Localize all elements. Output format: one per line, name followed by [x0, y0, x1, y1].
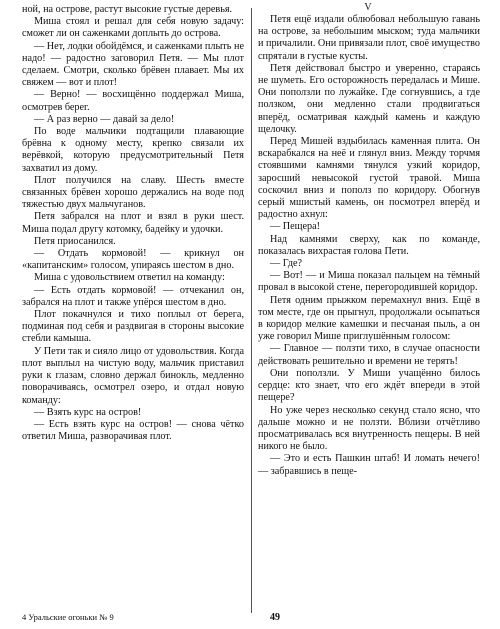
paragraph: — Главное — ползти тихо, в случае опасности действовать решительно и времени не терять! — [258, 343, 480, 367]
paragraph: Плот покачнулся и тихо поплыл от берега, подминая под себя и раздвигая в стороны высокие стебли камыша. — [22, 309, 244, 345]
paragraph: Петя ещё издали облюбовал небольшую гавань на острове, за небольшим мыском; туда мальчики и причалили. Они привязали плот, своё имущество спрятали в густые кусты. — [258, 14, 480, 62]
paragraph: Миша с удовольствием ответил на команду: — [34, 272, 225, 284]
paragraph: — Это и есть Пашкин штаб! И ломать нечего! — забравшись в пеще- — [258, 453, 480, 477]
paragraph: По воде мальчики подтащили плавающие брёвна к одному месту, крепко связали их верёвкой, которую предусмотрительный Петя захватил из дому. — [22, 126, 244, 174]
paragraph: Петя приосанился. — [34, 235, 116, 247]
column-divider — [251, 8, 252, 613]
paragraph: Перед Мишей вздыбилась каменная плита. Он вскарабкался на неё и глянул вниз. Между торчмя стоявшими камнями тянулся узкий коридор, заросший невысокой густой травой. Миша соскочил вниз и пополз по коридору. Обогнув серый мшистый камень, он посмотрел вперёд и радостно ахнул: — [258, 136, 480, 221]
paragraph: — А раз верно — давай за дело! — [34, 113, 175, 125]
paragraph: Над камнями сверху, как по команде, показалась вихрастая голова Пети. — [258, 233, 480, 257]
paragraph: — Отдать кормовой! — крикнул он «капитанским» голосом, упираясь шестом в дно. — [22, 248, 244, 272]
paragraph: — Верно! — восхищённо поддержал Миша, осмотрев берег. — [22, 89, 244, 113]
paragraph: У Пети так и сияло лицо от удовольствия. Когда плот выплыл на чистую воду, мальчик приставил руки к глазам, словно держал бинокль, медленно поворачиваясь, осмотрел озеро, и отдал новую команду: — [22, 345, 244, 406]
left-column — [22, 4, 244, 443]
paragraph: Но уже через несколько секунд стало ясно, что дальше можно и не ползти. Вблизи отчётливо просматривалась вся внутренность пещеры. В ней никого не было. — [258, 404, 480, 453]
right-column — [258, 14, 480, 478]
paragraph: ной, на острове, растут высокие густые деревья. — [22, 4, 233, 15]
paragraph: Петя действовал быстро и уверенно, стараясь не шуметь. Его осторожность передалась и Мише. Они поползли по лужайке. Где согнувшись, а где ползком, они медленно стали продвигаться вперёд, осматривая каждый камень и каждую щелочку. — [258, 62, 480, 135]
chapter-heading: V — [364, 2, 374, 13]
paragraph: — Нет, лодки обойдёмся, и саженками плыть не надо! — радостно заговорил Петя. — Мы плот сделаем. Смотри, сколько брёвен плавает. Мы их свяжем — вот и плот! — [22, 40, 244, 89]
footer-signature: 4 Уральские огоньки № 9 — [22, 612, 114, 622]
paragraph: — Взять курс на остров! — [34, 406, 142, 418]
paragraph: Петя одним прыжком перемахнул вниз. Ещё в том месте, где он прыгнул, продолжали осыпаться в коридор мелкие камешки и песчаная пыль, а он уже говорил Мише приглушённым голосом: — [258, 294, 480, 343]
paragraph: — Пещера! — [270, 221, 320, 233]
paragraph: — Вот! — и Миша показал пальцем на тёмный провал в высокой стене, перегородившей коридор. — [258, 270, 480, 294]
paragraph: Они поползли. У Миши учащённо билось сердце: кто знает, что его ждёт впереди в этой пещере? — [258, 367, 480, 404]
page-number: 49 — [270, 612, 280, 623]
paragraph: Миша стоял и решал для себя новую задачу: сможет ли он саженками доплыть до острова. — [22, 16, 244, 40]
paragraph: Петя забрался на плот и взял в руки шест. Миша подал другу котомку, бадейку и удочки. — [22, 211, 244, 235]
paragraph: — Есть отдать кормовой! — отчеканил он, забрался на плот и также упёрся шестом в дно. — [22, 284, 244, 308]
paragraph: — Где? — [270, 258, 303, 270]
paragraph: Плот получился на славу. Шесть вместе связанных брёвен хорошо держались на воде под тяжестью двух мальчуганов. — [22, 174, 244, 211]
paragraph: — Есть взять курс на остров! — снова чётко ответил Миша, разворачивая плот. — [22, 418, 244, 443]
